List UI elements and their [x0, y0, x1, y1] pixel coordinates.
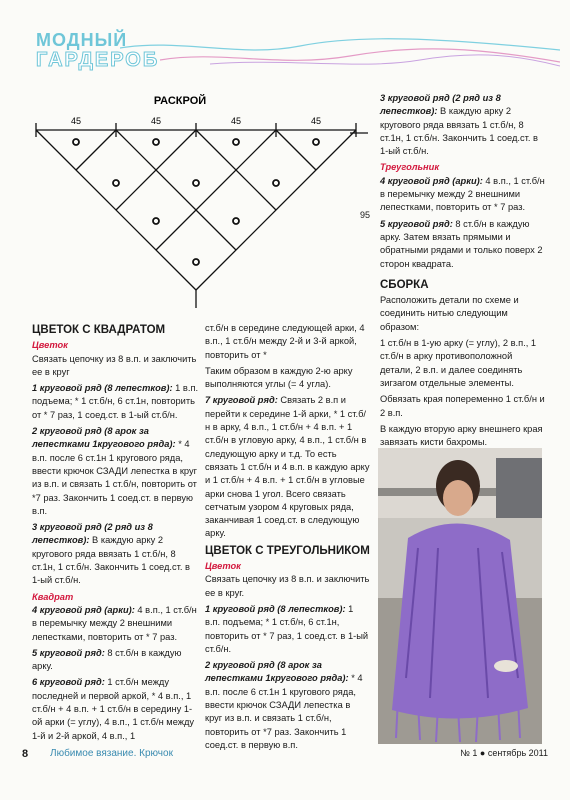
row-2: 2 круговой ряд (8 арок за лепестками 1кругового ряда): * 4 в.п. после 6 ст.1н 1 кругового ряда, ввести крючок СЗАДИ лепестка в круг из в.п. и связать 1 ст.б/н, повторить от *7 раз. Закончить 1 соед.ст. в первую в.п. — [32, 426, 198, 516]
column-1 — [32, 322, 200, 746]
heading-flower-triangle: ЦВЕТОК С ТРЕУГОЛЬНИКОМ — [205, 544, 370, 557]
page-footer — [22, 748, 548, 764]
col2-para-2: Таким образом в каждую 2-ю арку выполняются углы (= 4 угла). — [205, 365, 353, 390]
issue-info: № 1 ● сентябрь 2011 — [460, 748, 548, 758]
intro-text-2: Связать цепочку из 8 в.п. и заключить ее в круг. — [205, 574, 370, 598]
page-number: 8 — [22, 748, 29, 760]
subheading-triangle: Треугольник — [380, 162, 440, 173]
tri-row-5: 5 круговой ряд: 8 ст.б/н в каждую арку. Затем вязать прямыми и обратными рядами и только поверх 2 сторон квадрата. — [380, 218, 543, 269]
diagram-title: РАСКРОЙ — [153, 95, 207, 107]
subheading-flower-2: Цветок — [205, 561, 241, 572]
tri-row-1: 1 круговой ряд (8 лепестков): 1 в.п. подъема; * 1 ст.б/н, 6 ст.1н, повторить от * 7 раз, 1 соед.ст. в 1-ый ст.б/н. — [205, 603, 369, 654]
magazine-name: Любимое вязание. Крючок — [50, 748, 173, 759]
width-label-2: 45 — [150, 116, 162, 126]
column-3 — [380, 92, 545, 452]
assembly-1: Расположить детали по схеме и соединить нитью следующим образом: — [380, 295, 519, 332]
width-label-3: 45 — [230, 116, 242, 126]
row-3: 3 круговой ряд (2 ряд из 8 лепестков): В каждую арку 2 кругового ряда ввязать 1 ст.б/н, 8 ст.1н, 1 ст.б/н. Закончить 1 соед.ст. в 1-ый ст.б/н. — [32, 522, 190, 586]
assembly-3: Обвязать края попеременно 1 ст.б/н и 2 в.п. — [380, 394, 545, 418]
header-line-1: МОДНЫЙ — [36, 30, 128, 50]
header-line-2: ГАРДЕРОБ — [36, 49, 160, 71]
column-2 — [205, 322, 370, 755]
model-photo — [378, 448, 542, 744]
row-7: 7 круговой ряд: Связать 2 в.п и перейти к середине 1-й арки, * 1 ст.б/н в арку, 4 в.п., 1 ст.б/н + 4 в.п. + 1 ст.б/н в угловую арку, 4 в.п., 1 ст.б/н в следующую арку и т.д. То есть связать 1 ст.б/н и 4 в.п. в каждую арку и 1 ст.б/н + 4 в.п. + 1 ст.б/н в угловые арки снова 1 угол. Всего связать сетчатым узором 4 круговых ряда, заканчивая 1 соед.ст. в следующую арку. — [205, 395, 370, 539]
intro-text: Связать цепочку из 8 в.п. и заключить ее в круг — [32, 353, 197, 377]
assembly-4: В каждую вторую арку внешнего края завязать кисти бахромы. — [380, 423, 543, 448]
row-5: 5 круговой ряд: 8 ст.б/н в каждую арку. — [32, 647, 182, 672]
col2-para-1: ст.б/н в середине следующей арки, 4 в.п., 1 ст.б/н между 2-й и 3-й аркой, повторить от * — [205, 323, 365, 360]
subheading-square: Квадрат — [32, 591, 74, 602]
width-label-4: 45 — [310, 116, 322, 126]
row-4: 4 круговой ряд (арки): 4 в.п., 1 ст.б/н в перемычку между 2 внешними лепестками, повторить от * 7 раз. — [32, 604, 197, 642]
width-label-1: 45 — [70, 116, 82, 126]
cutting-diagram — [28, 90, 371, 320]
heading-flower-square: ЦВЕТОК С КВАДРАТОМ — [32, 324, 166, 336]
subheading-flower: Цветок — [32, 340, 68, 351]
tri-row-2: 2 круговой ряд (8 арок за лепестками 1кругового ряда): * 4 в.п. после 6 ст.1н 1 кругового ряда, ввести крючок СЗАДИ лепестка в круг из в.п. и связать 1 ст.б/н, повторить от *7 раз. Закончить 1 соед.ст. в первую в.п. — [205, 660, 363, 750]
yarn-decoration — [120, 34, 560, 74]
row-1: 1 круговой ряд (8 лепестков): 1 в.п. подъема; * 1 ст.б/н, 6 ст.1н, повторить от * 7 раз, 1 соед.ст. в 1-ый ст.б/н. — [32, 383, 199, 420]
row-6: 6 круговой ряд: 1 ст.б/н между последней и первой аркой, * 4 в.п., 1 ст.б/н + 4 в.п. + 1 ст.б/н в середину 1-ой арки (= углу), 4 в.п., 1 ст.б/н между 1-й и 2-й аркой, 4 в.п., 1 — [32, 677, 195, 741]
assembly-2: 1 ст.б/н в 1-ую арку (= углу), 2 в.п., 1 ст.б/н в арку противоположной детали, 2 в.п. и далее соединять зигзагом отдельные элементы. — [380, 338, 537, 388]
tri-row-4: 4 круговой ряд (арки): 4 в.п., 1 ст.б/н в перемычку между 2 внешними лепестками, повторить от * 7 раз. — [380, 175, 545, 213]
tri-row-3: 3 круговой ряд (2 ряд из 8 лепестков): В каждую арку 2 кругового ряда ввязать 1 ст.б/н, 8 ст.1н, 1 ст.б/н. Закончить 1 соед.ст. в 1-ый ст.б/н. — [380, 93, 538, 157]
heading-assembly: СБОРКА — [380, 278, 429, 291]
height-label: 95 — [360, 210, 371, 220]
